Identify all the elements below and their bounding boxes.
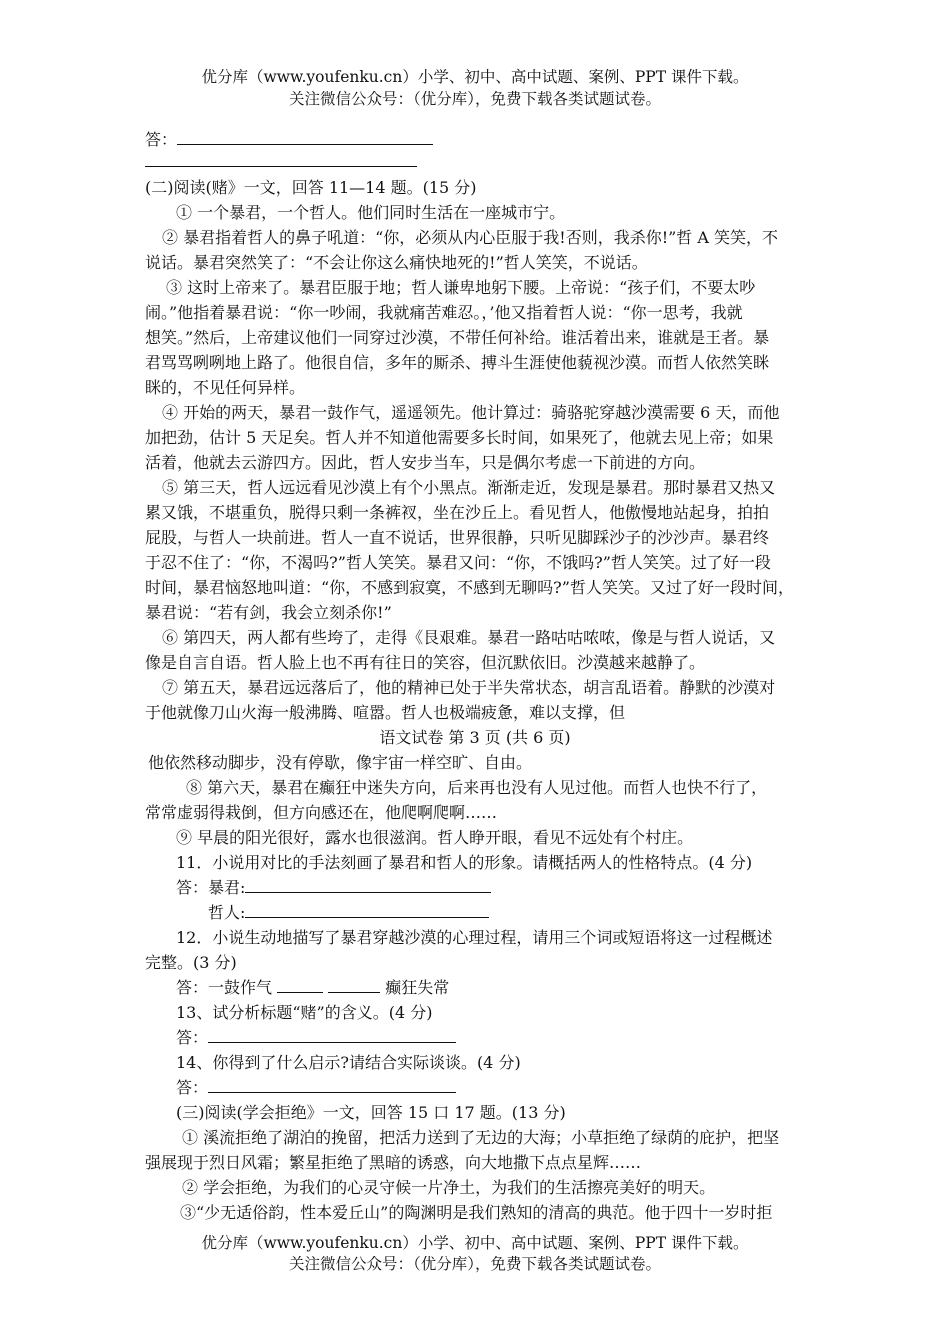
s2-line-17: ⑥ 第四天，两人都有些垮了，走得《艮艰难。暴君一路咕咕哝哝，像是与哲人说话，又 bbox=[162, 628, 776, 647]
q14-answer-blank[interactable] bbox=[208, 1076, 456, 1093]
answer-rule bbox=[145, 166, 417, 167]
s2-line-10: 活着，他就去云游四方。因此，哲人安步当车，只是偶尔考虑一下前进的方向。 bbox=[145, 453, 706, 472]
q13-answer-label: 答： bbox=[176, 1028, 209, 1047]
header-line-2: 关注微信公众号：（优分库），免费下载各类试题试卷。 bbox=[288, 90, 661, 108]
question-13: 13、试分析标题“赌”的含义。(4 分) bbox=[176, 1003, 433, 1022]
s2-line-19: ⑦ 第五天，暴君远远落后了，他的精神已处于半失常状态，胡言乱语着。静默的沙漠对 bbox=[162, 678, 776, 697]
s3-line-2: ② 学会拒绝，为我们的心灵守候一片净土，为我们的生活擦亮美好的明天。 bbox=[182, 1178, 716, 1197]
s3-line-3: ③“少无适俗韵，性本爱丘山”的陶渊明是我们熟知的清高的典范。他于四十一岁时拒 bbox=[180, 1203, 773, 1222]
s2-after-2: 常常虚弱得栽倒，但方向感还在，他爬啊爬啊…… bbox=[145, 803, 498, 822]
s2-line-11: ⑤ 第三天，哲人远远看见沙漠上有个小黑点。渐渐走近，发现是暴君。那时暴君又热又 bbox=[162, 478, 776, 497]
q12-blank-1[interactable] bbox=[277, 976, 323, 993]
s2-line-13: 屁股，与哲人一块前进。哲人一直不说话，世界很静，只听见脚踩沙子的沙沙声。暴君终 bbox=[145, 528, 770, 547]
s2-line-3: ③ 这时上帝来了。暴君臣服于地；哲人谦卑地躬下腰。上帝说：“孩子们，不要太吵 bbox=[166, 278, 756, 297]
header-line-1: 优分库（www.youfenku.cn）小学、初中、高中试题、案例、PPT 课件下载。 bbox=[201, 68, 749, 86]
q11-answer-tyrant bbox=[176, 876, 491, 900]
top-answer-row bbox=[145, 128, 433, 152]
top-answer-label: 答： bbox=[145, 130, 178, 149]
s2-line-7: 眯的，不见任何异样。 bbox=[145, 378, 306, 397]
page-number-footer: 语文试卷 第 3 页 (共 6 页) bbox=[379, 728, 571, 747]
s2-after-1: ⑧ 第六天，暴君在癫狂中迷失方向，后来再也没有人见过他。而哲人也快不行了， bbox=[186, 778, 768, 797]
footer-brand-line-2: 关注微信公众号：（优分库），免费下载各类试题试卷。 bbox=[288, 1255, 661, 1273]
s2-line-15: 时间，暴君恼怒地叫道：“你，不感到寂寞，不感到无聊吗?”哲人笑笑。又过了好一段时间， bbox=[145, 578, 794, 597]
q14-answer-label: 答： bbox=[176, 1078, 209, 1097]
question-12-line-1: 12．小说生动地描写了暴君穿越沙漠的心理过程，请用三个词或短语将这一过程概述 bbox=[176, 928, 773, 947]
s2-line-14: 于忍不住了：“你，不渴吗?”哲人笑笑。暴君又问：“你，不饿吗?”哲人笑笑。过了好一段 bbox=[145, 553, 771, 572]
q11-tyrant-label: 答：暴君: bbox=[176, 878, 246, 897]
s2-line-5: 想笑。”然后，上帝建议他们一同穿过沙漠，不带任何补给。谁活着出来，谁就是王者。暴 bbox=[145, 328, 770, 347]
question-12-line-2: 完整。(3 分) bbox=[145, 953, 237, 972]
s2-after-3: ⑨ 早晨的阳光很好，露水也很滋润。哲人睁开眼，看见不远处有个村庄。 bbox=[176, 828, 694, 847]
q11-philosopher-label: 哲人: bbox=[208, 903, 246, 922]
s3-line-1: 强展现于烈日风霜；繁星拒绝了黑暗的诱惑，向大地撒下点点星辉…… bbox=[145, 1153, 642, 1172]
q13-answer-row bbox=[176, 1026, 456, 1050]
q14-answer-row bbox=[176, 1076, 456, 1100]
answer-blank bbox=[177, 128, 433, 145]
section2-title: (二)阅读(赌》一文，回答 11—14 题。(15 分) bbox=[145, 178, 477, 197]
s2-line-2: 说话。暴君突然笑了：“不会让你这么痛快地死的!”哲人笑笑，不说话。 bbox=[145, 253, 648, 272]
q12-blank-2[interactable] bbox=[328, 976, 380, 993]
q11-answer-philosopher bbox=[208, 901, 489, 925]
s2-line-20: 于他就像刀山火海一般沸腾、喧嚣。哲人也极端疲惫，难以支撑，但 bbox=[145, 703, 626, 722]
s2-line-6: 君骂骂咧咧地上路了。他很自信，多年的厮杀、搏斗生涯使他藐视沙漠。而哲人依然笑眯 bbox=[145, 353, 770, 372]
q12-answer-prefix: 答：一鼓作气 bbox=[176, 978, 273, 997]
s2-after-0: 他依然移动脚步，没有停歇，像宇宙一样空旷、自由。 bbox=[148, 753, 533, 772]
question-11: 11．小说用对比的手法刻画了暴君和哲人的形象。请概括两人的性格特点。(4 分) bbox=[176, 853, 753, 872]
section3-title: (三)阅读(学会拒绝》一文，回答 15 口 17 题。(13 分) bbox=[176, 1103, 566, 1122]
q13-answer-blank[interactable] bbox=[208, 1026, 456, 1043]
s2-line-18: 像是自言自语。哲人脸上也不再有往日的笑容，但沉默依旧。沙漠越来越静了。 bbox=[145, 653, 706, 672]
s2-line-4: 闹。”他指着暴君说：“你一吵闹，我就痛苦难忍。，’他又指着哲人说：“你一思考，我就 bbox=[145, 303, 743, 322]
s2-line-8: ④ 开始的两天，暴君一鼓作气，遥遥领先。他计算过：骑骆驼穿越沙漠需要 6 天，而他 bbox=[162, 403, 780, 422]
s3-line-0: ① 溪流拒绝了湖泊的挽留，把活力送到了无边的大海；小草拒绝了绿荫的庇护，把坚 bbox=[182, 1128, 780, 1147]
q11-tyrant-blank[interactable] bbox=[245, 876, 491, 893]
footer-brand-line-1: 优分库（www.youfenku.cn）小学、初中、高中试题、案例、PPT 课件下载。 bbox=[201, 1234, 749, 1252]
s2-line-1: ② 暴君指着哲人的鼻子吼道：“你，必须从内心臣服于我!否则，我杀你!”哲 A 笑笑，不 bbox=[162, 228, 779, 247]
q12-answer-row bbox=[176, 976, 449, 1000]
s2-line-16: 暴君说：“若有剑，我会立刻杀你!” bbox=[145, 603, 392, 622]
s2-line-12: 累又饿，不堪重负，脱得只剩一条裤衩，坐在沙丘上。看见哲人，他傲慢地站起身，拍拍 bbox=[145, 503, 770, 522]
s2-line-9: 加把劲，估计 5 天足矣。哲人并不知道他需要多长时间，如果死了，他就去见上帝；如果 bbox=[145, 428, 774, 447]
question-14: 14、你得到了什么启示?请结合实际谈谈。(4 分) bbox=[176, 1053, 521, 1072]
q11-philosopher-blank[interactable] bbox=[245, 901, 489, 918]
q12-answer-suffix: 癫狂失常 bbox=[385, 978, 450, 997]
s2-line-0: ① 一个暴君，一个哲人。他们同时生活在一座城市宁。 bbox=[176, 203, 566, 222]
